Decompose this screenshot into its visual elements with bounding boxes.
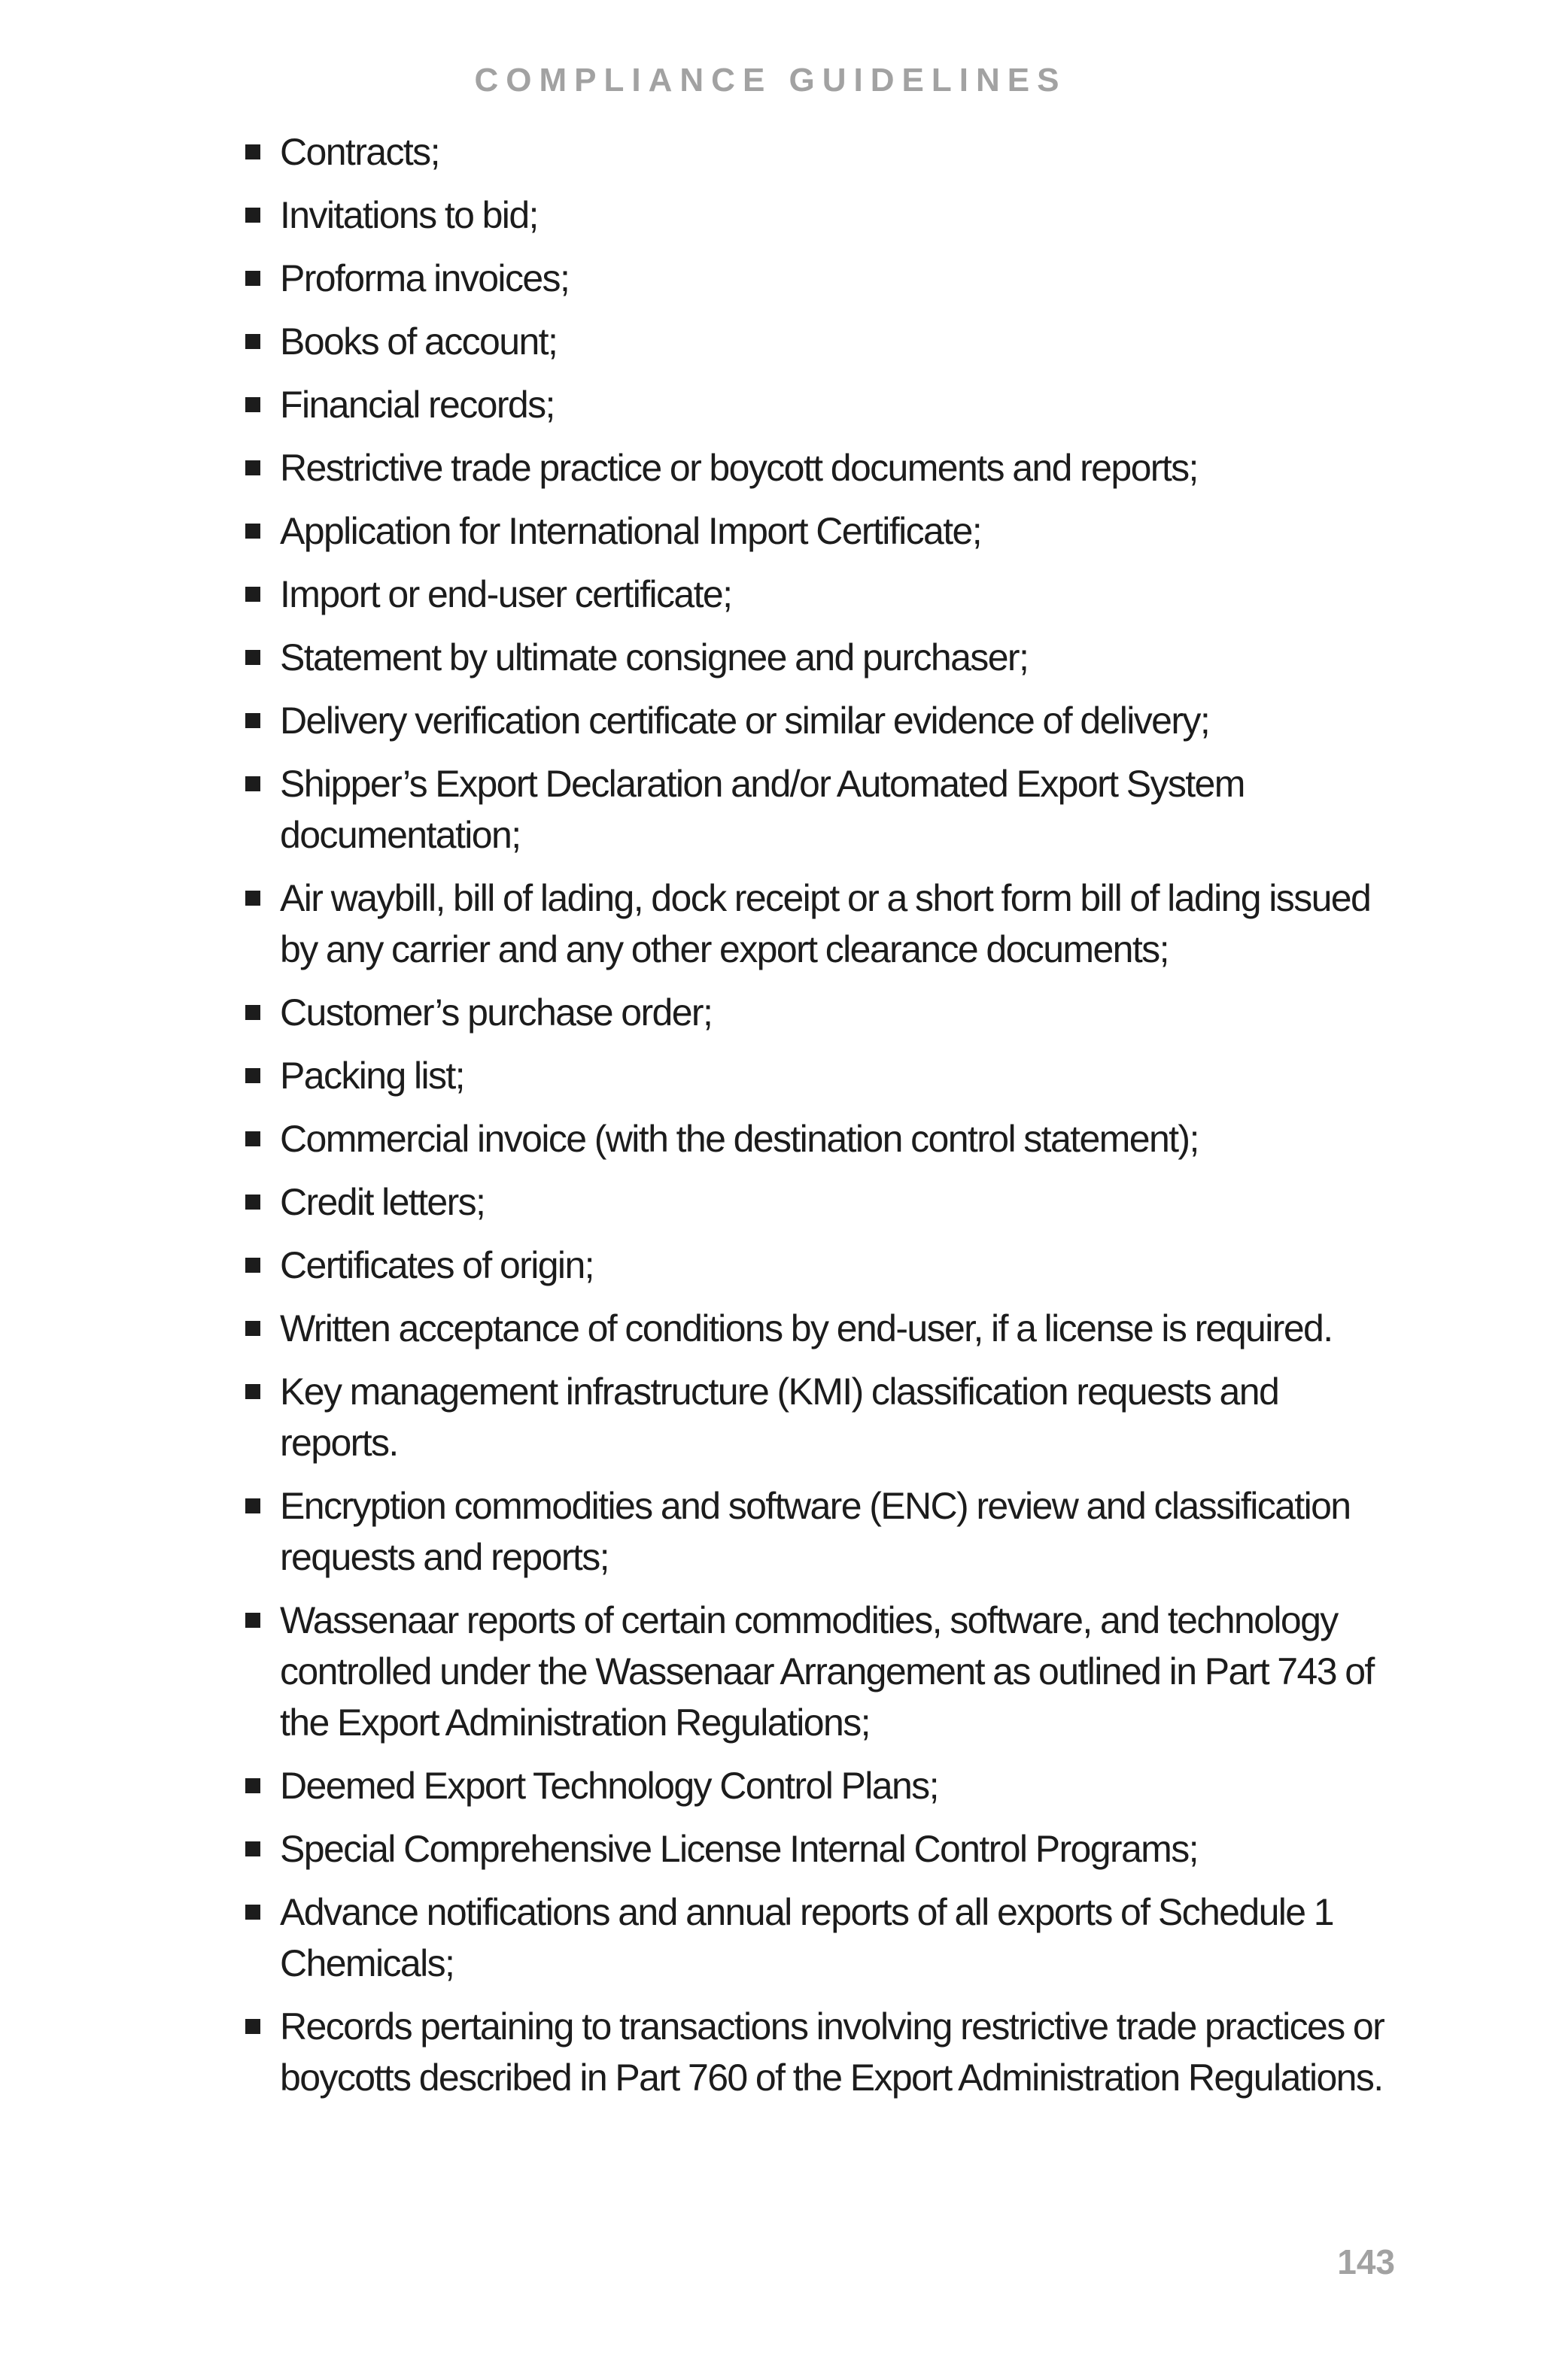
running-header: COMPLIANCE GUIDELINES <box>474 62 1067 99</box>
square-bullet-icon <box>245 1258 260 1273</box>
square-bullet-icon <box>245 1131 260 1146</box>
list-item <box>242 1760 1386 1811</box>
square-bullet-icon <box>245 776 260 791</box>
square-bullet-icon <box>245 334 260 349</box>
list-item <box>242 987 1386 1038</box>
list-item <box>242 1113 1386 1164</box>
list-item-text: Key management infrastructure (KMI) classification requests and reports. <box>280 1371 1279 1464</box>
list-item <box>242 873 1386 975</box>
list-item <box>242 1050 1386 1101</box>
list-item <box>242 1887 1386 1989</box>
list-item-text: Import or end-user certificate; <box>280 573 732 615</box>
list-item <box>242 505 1386 557</box>
list-item <box>242 1176 1386 1228</box>
square-bullet-icon <box>245 1498 260 1513</box>
square-bullet-icon <box>245 2019 260 2034</box>
list-item-text: Statement by ultimate consignee and purchaser; <box>280 636 1029 678</box>
list-item <box>242 1366 1386 1468</box>
list-item-text: Application for International Import Certificate; <box>280 510 981 552</box>
square-bullet-icon <box>245 713 260 728</box>
list-item-text: Delivery verification certificate or similar evidence of delivery; <box>280 700 1210 742</box>
list-item <box>242 379 1386 430</box>
square-bullet-icon <box>245 271 260 286</box>
list-item-text: Credit letters; <box>280 1181 485 1223</box>
list-item <box>242 632 1386 683</box>
list-item <box>242 1823 1386 1875</box>
list-item <box>242 758 1386 861</box>
square-bullet-icon <box>245 1005 260 1020</box>
list-item <box>242 190 1386 241</box>
square-bullet-icon <box>245 208 260 223</box>
list-item-text: Records pertaining to transactions involving restrictive trade practices or boycotts described in Part 760 of the Export Administration Regulations. <box>280 2005 1384 2099</box>
list-item-text: Encryption commodities and software (ENC) review and classification requests and reports; <box>280 1485 1351 1578</box>
records-bullet-list <box>242 126 1386 2115</box>
square-bullet-icon <box>245 1384 260 1399</box>
list-item-text: Proforma invoices; <box>280 257 570 299</box>
list-item <box>242 1480 1386 1583</box>
list-item <box>242 1595 1386 1748</box>
list-item-text: Advance notifications and annual reports of all exports of Schedule 1 Chemicals; <box>280 1891 1334 1984</box>
square-bullet-icon <box>245 397 260 412</box>
list-item-text: Deemed Export Technology Control Plans; <box>280 1765 938 1807</box>
square-bullet-icon <box>245 891 260 906</box>
list-item-text: Special Comprehensive License Internal Control Programs; <box>280 1828 1198 1870</box>
list-item <box>242 1240 1386 1291</box>
list-item-text: Shipper’s Export Declaration and/or Automated Export System documentation; <box>280 763 1245 856</box>
square-bullet-icon <box>245 1195 260 1210</box>
square-bullet-icon <box>245 1068 260 1083</box>
list-item <box>242 442 1386 493</box>
list-item-text: Written acceptance of conditions by end-user, if a license is required. <box>280 1307 1333 1349</box>
list-item-text: Air waybill, bill of lading, dock receipt or a short form bill of lading issued by any carrier and any other export clearance documents; <box>280 877 1371 970</box>
list-item <box>242 2001 1386 2103</box>
square-bullet-icon <box>245 524 260 539</box>
list-item-text: Wassenaar reports of certain commodities, software, and technology controlled under the Wassenaar Arrangement as outlined in Part 743 of the Export Administration Regulations; <box>280 1599 1374 1744</box>
list-item-text: Packing list; <box>280 1055 464 1097</box>
list-item-text: Certificates of origin; <box>280 1244 594 1286</box>
list-item <box>242 253 1386 304</box>
list-item-text: Financial records; <box>280 384 555 426</box>
square-bullet-icon <box>245 1841 260 1856</box>
square-bullet-icon <box>245 1613 260 1628</box>
square-bullet-icon <box>245 1778 260 1793</box>
list-item <box>242 1303 1386 1354</box>
square-bullet-icon <box>245 1905 260 1920</box>
list-item-text: Commercial invoice (with the destination control statement); <box>280 1118 1199 1160</box>
list-item <box>242 126 1386 178</box>
square-bullet-icon <box>245 1321 260 1336</box>
square-bullet-icon <box>245 460 260 475</box>
list-item <box>242 569 1386 620</box>
list-item-text: Customer’s purchase order; <box>280 991 713 1034</box>
square-bullet-icon <box>245 650 260 665</box>
square-bullet-icon <box>245 144 260 159</box>
page-number: 143 <box>1337 2242 1395 2281</box>
list-item-text: Invitations to bid; <box>280 194 538 236</box>
list-item-text: Contracts; <box>280 131 439 173</box>
list-item-text: Books of account; <box>280 320 558 363</box>
list-item <box>242 316 1386 367</box>
square-bullet-icon <box>245 587 260 602</box>
list-item-text: Restrictive trade practice or boycott documents and reports; <box>280 447 1198 489</box>
list-item <box>242 695 1386 746</box>
